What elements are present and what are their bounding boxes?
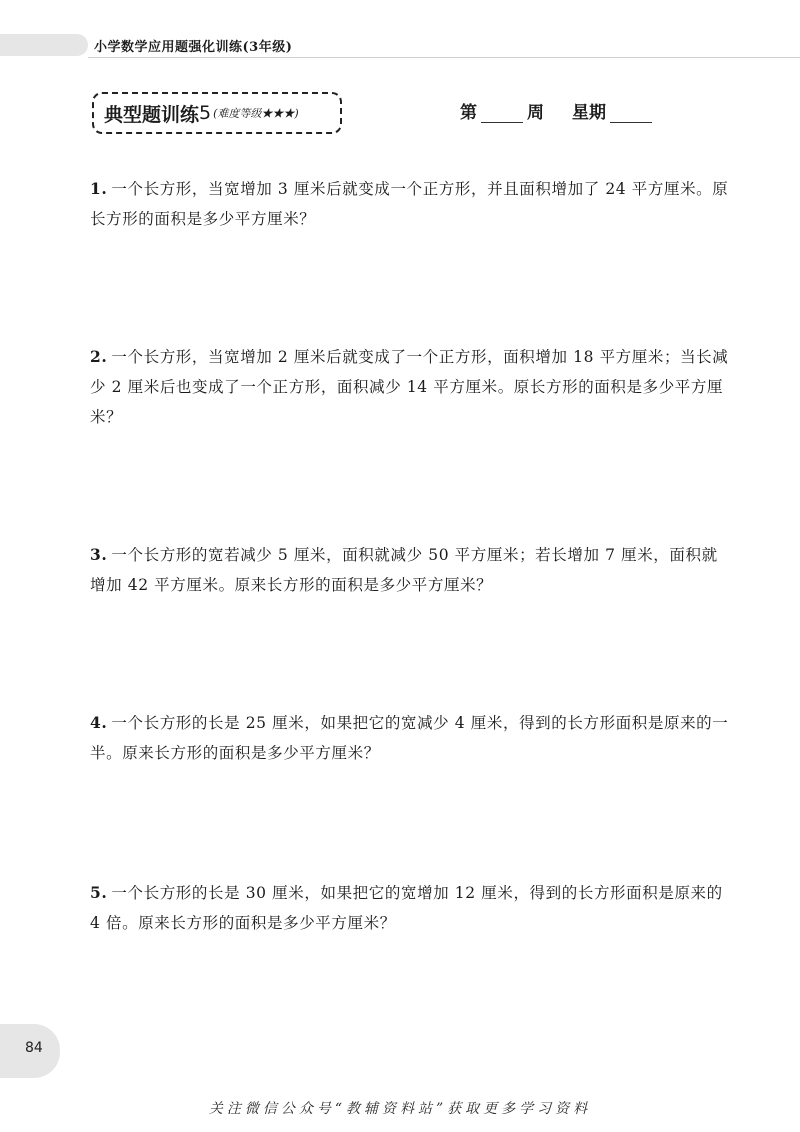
section-title: 典型题训练 bbox=[104, 103, 200, 126]
problem-number: 2. bbox=[90, 347, 108, 366]
problem-5 bbox=[90, 878, 730, 938]
book-title: 小学数学应用题强化训练(3年级) bbox=[94, 40, 293, 55]
day-label: 星期 bbox=[572, 103, 606, 123]
footer-watermark: 关注微信公众号“教辅资料站”获取更多学习资料 bbox=[208, 1101, 592, 1117]
problem-number: 4. bbox=[90, 713, 108, 732]
problem-text: 一个长方形的长是 25 厘米，如果把它的宽减少 4 厘米，得到的长方形面积是原来的一半。原来长方形的面积是多少平方厘米？ bbox=[90, 714, 729, 762]
section-heading-box bbox=[92, 92, 342, 134]
problem-1 bbox=[90, 174, 730, 234]
difficulty-label: (难度等级★★★) bbox=[213, 107, 299, 120]
problem-2 bbox=[90, 342, 730, 432]
problem-text: 一个长方形，当宽增加 3 厘米后就变成一个正方形，并且面积增加了 24 平方厘米。原长方形的面积是多少平方厘米？ bbox=[90, 180, 729, 228]
problem-4 bbox=[90, 708, 730, 768]
week-suffix: 周 bbox=[527, 103, 544, 123]
problem-number: 5. bbox=[90, 883, 108, 902]
problem-text: 一个长方形，当宽增加 2 厘米后就变成了一个正方形，面积增加 18 平方厘米；当长减少 2 厘米后也变成了一个正方形，面积减少 14 平方厘米。原长方形的面积是多少平方厘米？ bbox=[90, 348, 729, 426]
problem-number: 3. bbox=[90, 545, 108, 564]
problem-text: 一个长方形的宽若减少 5 厘米，面积就减少 50 平方厘米；若长增加 7 厘米，面积就增加 42 平方厘米。原来长方形的面积是多少平方厘米？ bbox=[90, 546, 718, 594]
page-number: 84 bbox=[25, 1040, 43, 1056]
day-blank[interactable] bbox=[610, 102, 652, 123]
header-band bbox=[0, 34, 88, 56]
section-number: 5 bbox=[199, 102, 212, 124]
problem-text: 一个长方形的长是 30 厘米，如果把它的宽增加 12 厘米，得到的长方形面积是原来的 4 倍。原来长方形的面积是多少平方厘米？ bbox=[90, 884, 723, 932]
date-fields bbox=[460, 98, 652, 123]
week-blank[interactable] bbox=[481, 102, 523, 123]
header-rule bbox=[88, 57, 800, 58]
problem-3 bbox=[90, 540, 730, 600]
problem-number: 1. bbox=[90, 179, 108, 198]
week-prefix: 第 bbox=[460, 103, 477, 123]
